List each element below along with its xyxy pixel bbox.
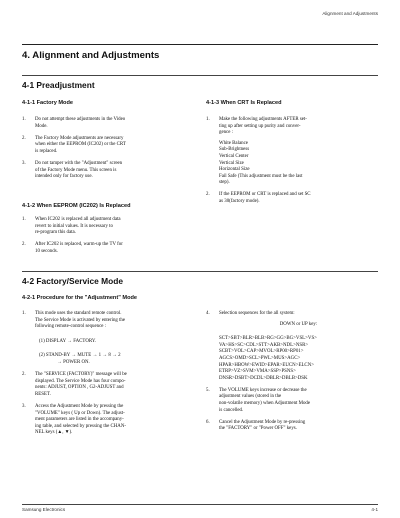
selection-sequence-line: ETRP>VZ>SVM>VMA>SSP>PSNS>: [219, 369, 296, 375]
text-line: following remote-control sequence :: [35, 324, 107, 330]
selection-sequence-line: DNSR>DSBT>DCDL>DBLR>DBLB>DSK: [219, 375, 308, 381]
text-line: 10 seconds.: [35, 248, 58, 254]
item-number: 6.: [206, 419, 210, 425]
list-item: [22, 404, 194, 437]
list-item: [22, 136, 194, 156]
item-number: 4.: [206, 311, 210, 316]
item-text: [219, 117, 378, 187]
selection-sequence-line: HPAR>HBOW>EWID>EPAR>EUCN>ELCN>: [219, 362, 314, 368]
text-line: intended only for factory use.: [35, 174, 93, 180]
text-line: ment parameters are listed in the accompany-: [35, 417, 124, 423]
text-line: When IC202 is replaced all adjustment data: [35, 217, 121, 222]
selection-sequence-line: VA>HS>SC>CDL>STT>AKB>NDL>NSR>: [219, 342, 309, 348]
list-item: [206, 420, 378, 433]
text-line: RESET.: [35, 391, 51, 397]
text-line: the "FACTORY" or "Power OFF" keys.: [219, 426, 297, 432]
item-number: 1.: [22, 217, 26, 222]
subsection-title-4-2-1: 4-2-1 Procedure for the "Adjustment" Mode: [22, 295, 138, 301]
text-line: Do not tamper with the "Adjustment" screen: [35, 160, 123, 166]
list-item: [206, 388, 378, 414]
item-number: 1.: [206, 117, 210, 122]
adjustment-list-item: White Balance: [219, 140, 248, 146]
item-number: 2.: [22, 135, 26, 141]
text-line: Make the following adjustments AFTER set-: [219, 117, 307, 122]
list-4-2-1-left: [22, 311, 194, 442]
text-line: Mode.: [35, 123, 48, 129]
section-rule: [22, 271, 378, 272]
item-number: 2.: [22, 242, 26, 248]
text-line: "VOLUME" keys ( Up or Down). The adjust-: [35, 410, 125, 416]
list-4-1-1: [22, 117, 194, 186]
item-text: [219, 388, 378, 414]
item-text: [35, 372, 194, 398]
text-line: The Service Mode is activated by entering the: [35, 317, 126, 323]
selection-sequence-line: SCT>SBT>BLR>BLB>RG>GG>BG>VSL>VS>: [219, 336, 317, 342]
text-line: If the EEPROM or CRT is replaced and set SC: [219, 192, 311, 198]
subsection-title-4-1-3: 4-1-3 When CRT Is Replaced: [206, 100, 282, 106]
item-text: [219, 311, 378, 382]
section-title-4-2: 4-2 Factory/Service Mode: [22, 276, 124, 286]
item-text: [35, 117, 194, 130]
list-item: [206, 117, 378, 187]
section-title-4-1: 4-1 Preadjustment: [22, 80, 95, 90]
text-line: ing table, and selected by pressing the CHAN-: [35, 423, 126, 429]
remote-sequence-2: (2) STAND-BY → MUTE → 1 → 8 → 2: [39, 353, 121, 359]
section-rule: [22, 75, 378, 76]
key-caption: DOWN or UP key:: [279, 321, 318, 327]
list-4-1-3: [206, 117, 378, 211]
subsection-title-4-1-1: 4-1-1 Factory Mode: [22, 100, 73, 106]
item-number: 3.: [22, 403, 26, 409]
item-number: 5.: [206, 387, 210, 393]
text-line: The VOLUME keys increase or decrease the: [219, 387, 307, 393]
selection-sequence-line: SCBT>VOL>CAP>MVOL>RP00>RP01>: [219, 349, 304, 355]
footer-rule: [22, 504, 378, 505]
text-line: The Factory Mode adjustments are necessary: [35, 135, 124, 141]
top-rule: [22, 44, 378, 45]
list-item: [206, 311, 378, 382]
remote-sequence-1: (1) DISPLAY → FACTORY.: [39, 338, 96, 344]
text-line: NEL keys (▲, ▼).: [35, 430, 73, 436]
text-line: non-volatile memory) when Adjustment Mode: [219, 401, 311, 407]
text-line: nents: ADJUST, OPTION , G2-ADJUST and: [35, 385, 124, 391]
item-text: [35, 404, 194, 437]
item-number: 2.: [22, 372, 26, 378]
list-item: [22, 217, 194, 237]
adjustment-list-item: Horizontal Size: [219, 167, 250, 173]
list-4-1-2: [22, 217, 194, 261]
item-text: [219, 420, 378, 433]
adjustment-list-item: Vertical Size: [219, 160, 244, 166]
item-text: [35, 136, 194, 156]
adjustment-list-item: Fail Safe (This adjustment must be the last: [219, 173, 303, 179]
text-line: gence :: [219, 130, 233, 136]
adjustment-list-item: Vertical Center: [219, 153, 249, 159]
text-line: displayed. The Service Mode has four compo-: [35, 378, 126, 384]
item-text: [35, 311, 194, 367]
footer-brand: Samsung Electronics: [22, 507, 66, 512]
remote-sequence-2: → POWER ON.: [57, 359, 90, 365]
text-line: re-program this data.: [35, 230, 76, 236]
running-header: Alignment and Adjustments: [322, 11, 378, 16]
adjustment-list-item: Sub-Brightness: [219, 147, 250, 153]
text-line: Cancel the Adjustment Mode by re-pressing: [219, 419, 306, 425]
item-number: 3.: [22, 160, 26, 166]
text-line: adjustment values (stored in the: [219, 394, 282, 400]
list-item: [22, 242, 194, 255]
list-item: [22, 117, 194, 130]
text-line: Selection sequences for the all system:: [219, 311, 295, 316]
text-line: as 30(factory mode).: [219, 199, 260, 205]
text-line: is replaced.: [35, 148, 58, 154]
item-number: 1.: [22, 311, 26, 316]
chapter-title: 4. Alignment and Adjustments: [22, 50, 160, 61]
list-item: [22, 372, 194, 398]
list-4-2-1-right: [206, 311, 378, 438]
page-number: 4-1: [371, 507, 378, 512]
selection-sequence-line: AGCS>OMD>SCL>PWL>MUS>AGC>: [219, 355, 301, 361]
item-number: 2.: [206, 192, 210, 198]
list-item: [22, 311, 194, 367]
item-text: [35, 161, 194, 181]
text-line: ting up after setting up purity and conver-: [219, 123, 301, 129]
text-line: This mode uses the standard remote control.: [35, 311, 122, 316]
item-number: 1.: [22, 117, 26, 122]
text-line: After IC202 is replaced, warm-up the TV for: [35, 242, 123, 248]
text-line: The "SERVICE (FACTORY)" message will be: [35, 372, 127, 378]
text-line: of the Factory Mode menu. This screen is: [35, 167, 117, 173]
text-line: revert to initial values. It is necessary to: [35, 223, 113, 229]
list-item: [206, 192, 378, 205]
text-line: Do not attempt these adjustments in the Video: [35, 117, 126, 122]
item-text: [35, 217, 194, 237]
adjustment-list-item: step).: [219, 180, 230, 186]
item-text: [219, 192, 378, 205]
text-line: Access the Adjustment Mode by pressing the: [35, 403, 124, 409]
list-item: [22, 161, 194, 181]
item-text: [35, 242, 194, 255]
text-line: is cancelled.: [219, 407, 244, 413]
subsection-title-4-1-2: 4-1-2 When EEPROM (IC202) Is Replaced: [22, 203, 131, 209]
text-line: when either the EEPROM (IC202) or the CRT: [35, 142, 126, 148]
